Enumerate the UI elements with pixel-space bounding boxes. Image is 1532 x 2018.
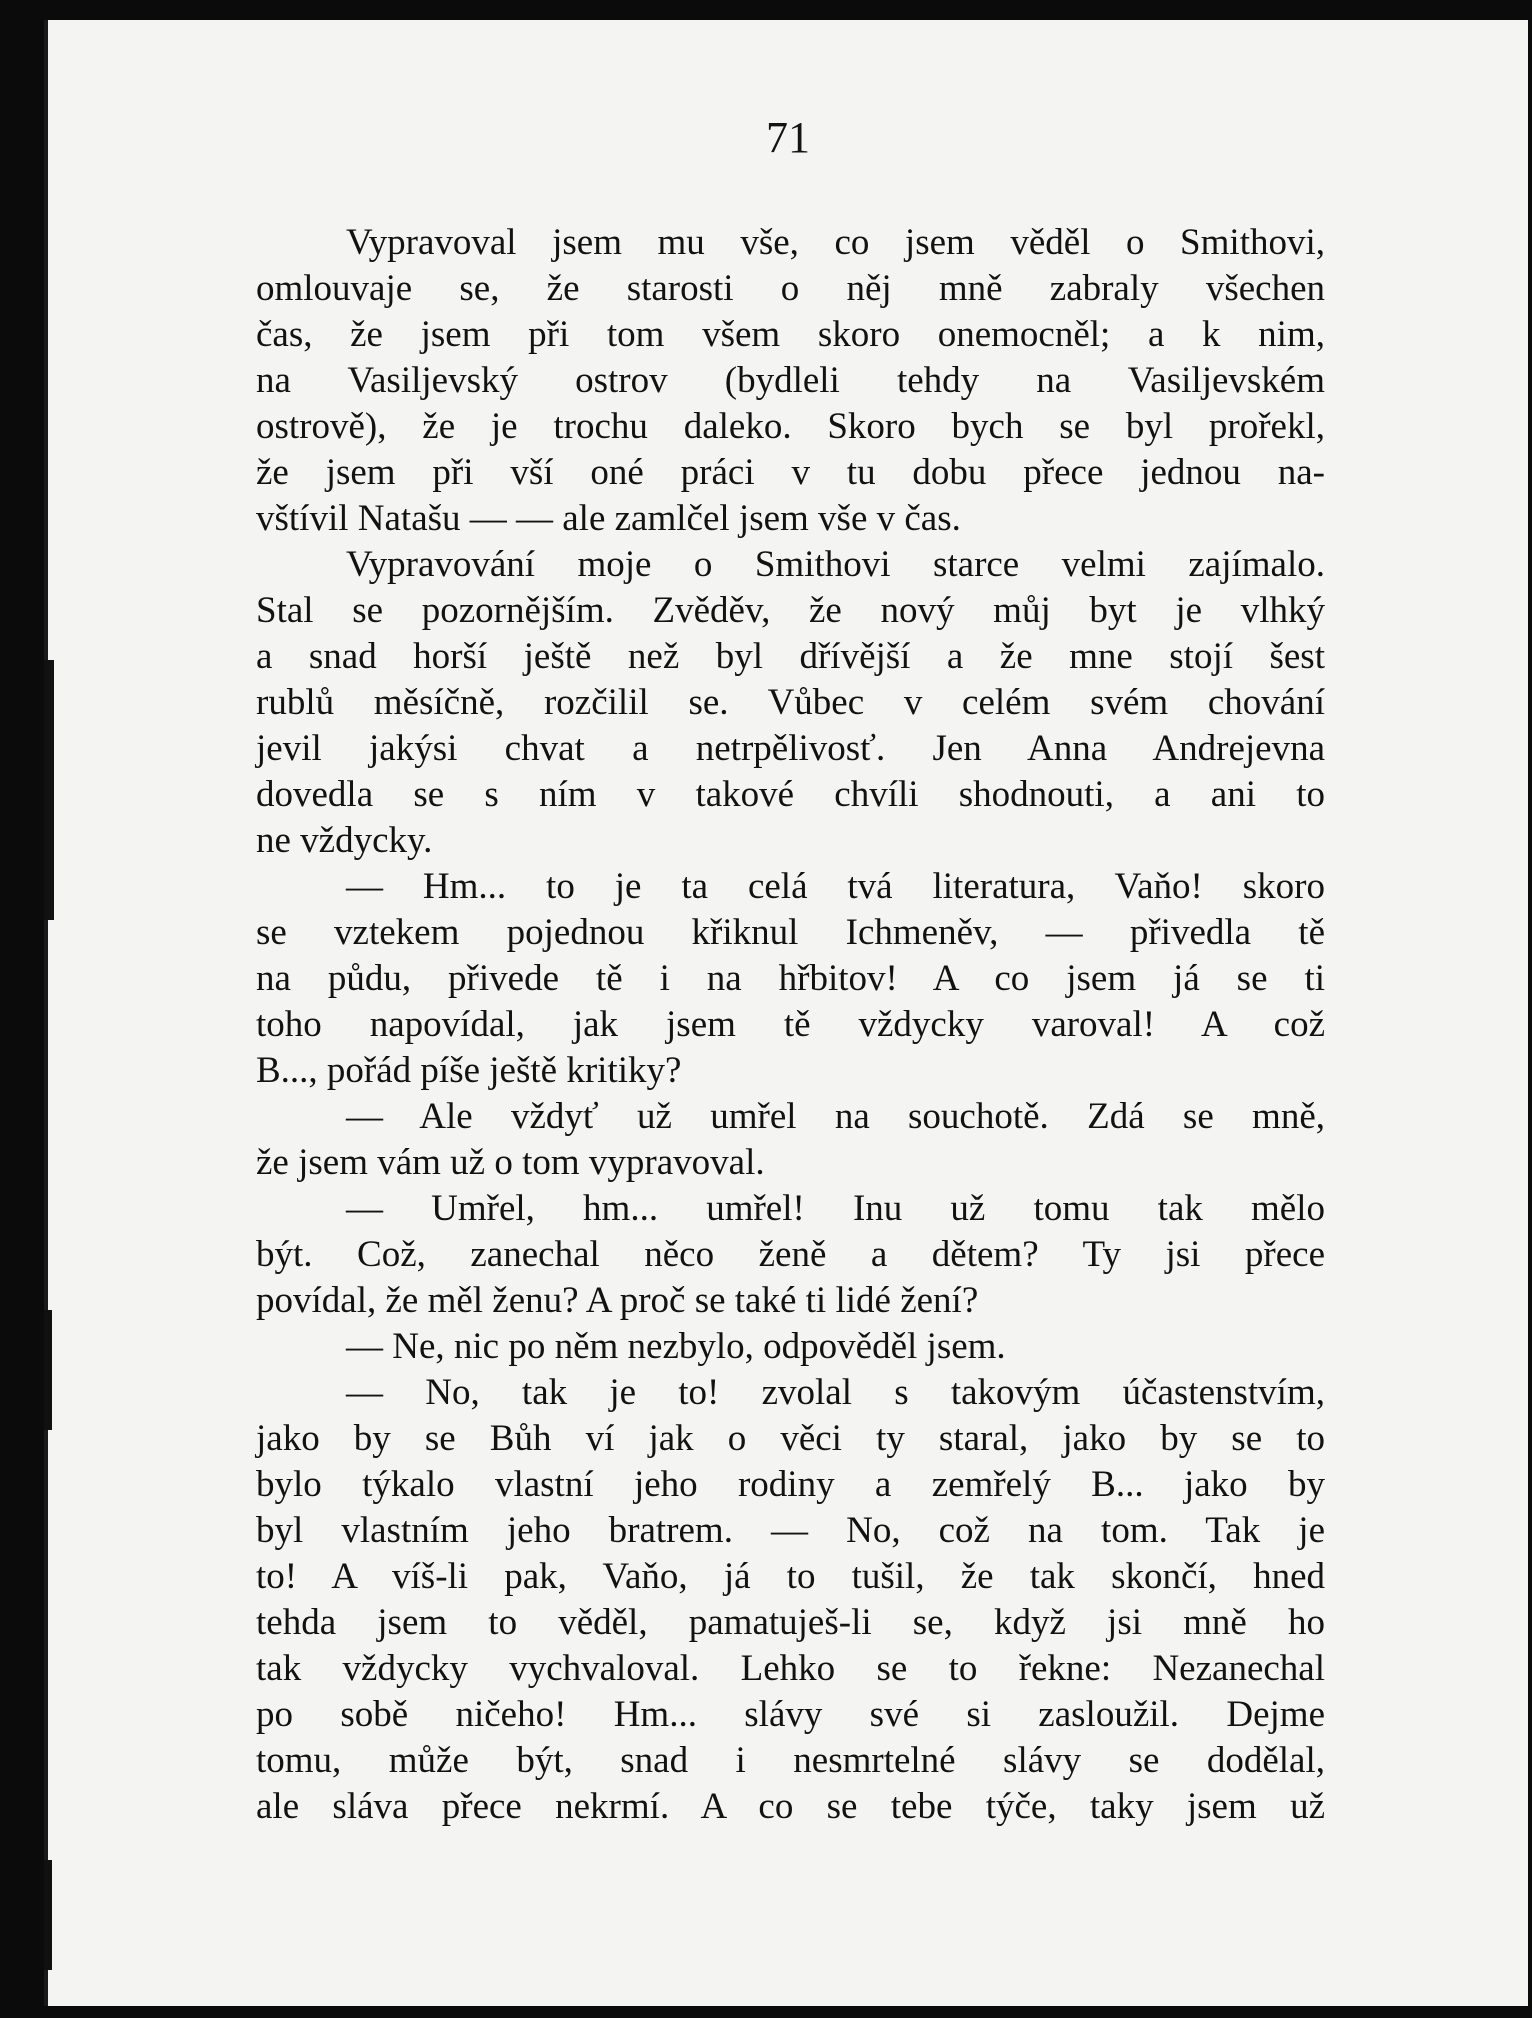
text-line: ostrově), že je trochu daleko. Skoro bych se byl prořekl, [256, 406, 1325, 447]
book-page [44, 20, 1528, 2006]
text-line: ne vždycky. [256, 820, 433, 861]
text-line: — Umřel, hm... umřel! Inu už tomu tak mělo [346, 1188, 1325, 1229]
text-line: to! A víš-li pak, Vaňo, já to tušil, že tak skončí, hned [256, 1556, 1325, 1597]
text-line: Vypravování moje o Smithovi starce velmi zajímalo. [346, 544, 1325, 585]
page-number: 71 [766, 113, 810, 162]
text-line: — Hm... to je ta celá tvá literatura, Vaňo! skoro [346, 866, 1325, 907]
text-line: tehda jsem to věděl, pamatuješ-li se, když jsi mně ho [256, 1602, 1325, 1643]
text-line: — Ne, nic po něm nezbylo, odpověděl jsem. [346, 1326, 1006, 1367]
text-line: ale sláva přece nekrmí. A co se tebe týče, taky jsem už [256, 1786, 1325, 1827]
text-line: byl vlastním jeho bratrem. — No, což na tom. Tak je [256, 1510, 1325, 1551]
text-line: čas, že jsem při tom všem skoro onemocněl; a k nim, [256, 314, 1325, 355]
text-line: — No, tak je to! zvolal s takovým účastenstvím, [346, 1372, 1325, 1413]
scan-edge-mark [44, 1310, 52, 1430]
text-line: být. Což, zanechal něco ženě a dětem? Ty jsi přece [256, 1234, 1325, 1275]
text-line: vštívil Natašu — — ale zamlčel jsem vše v čas. [256, 498, 961, 539]
text-line: a snad horší ještě než byl dřívější a že mne stojí šest [256, 636, 1325, 677]
text-line: — Ale vždyť už umřel na souchotě. Zdá se mně, [346, 1096, 1325, 1137]
text-line: omlouvaje se, že starosti o něj mně zabraly všechen [256, 268, 1325, 309]
text-line: povídal, že měl ženu? A proč se také ti lidé žení? [256, 1280, 979, 1321]
text-line: tomu, může být, snad i nesmrtelné slávy se dodělal, [256, 1740, 1325, 1781]
text-line: se vztekem pojednou křiknul Ichmeněv, — přivedla tě [256, 912, 1325, 953]
text-line: že jsem při vší oné práci v tu dobu přece jednou na- [256, 452, 1325, 493]
text-line: na Vasiljevský ostrov (bydleli tehdy na Vasiljevském [256, 360, 1325, 401]
text-line: B..., pořád píše ještě kritiky? [256, 1050, 682, 1091]
text-line: rublů měsíčně, rozčilil se. Vůbec v celém svém chování [256, 682, 1325, 723]
text-line: dovedla se s ním v takové chvíli shodnouti, a ani to [256, 774, 1325, 815]
text-line: jako by se Bůh ví jak o věci ty staral, jako by se to [256, 1418, 1325, 1459]
scan-edge-mark [44, 1860, 52, 1970]
body-text [256, 220, 1325, 1830]
text-line: po sobě ničeho! Hm... slávy své si zasloužil. Dejme [256, 1694, 1325, 1735]
text-line: že jsem vám už o tom vypravoval. [256, 1142, 765, 1183]
text-line: bylo týkalo vlastní jeho rodiny a zemřelý B... jako by [256, 1464, 1325, 1505]
text-line: jevil jakýsi chvat a netrpělivosť. Jen Anna Andrejevna [256, 728, 1325, 769]
scan-edge-mark [44, 660, 54, 920]
text-line: Stal se pozornějším. Zvěděv, že nový můj byt je vlhký [256, 590, 1325, 631]
text-line: toho napovídal, jak jsem tě vždycky varoval! A což [256, 1004, 1325, 1045]
text-line: na půdu, přivede tě i na hřbitov! A co jsem já se ti [256, 958, 1325, 999]
text-line: tak vždycky vychvaloval. Lehko se to řekne: Nezanechal [256, 1648, 1325, 1689]
text-line: Vypravoval jsem mu vše, co jsem věděl o Smithovi, [346, 222, 1325, 263]
